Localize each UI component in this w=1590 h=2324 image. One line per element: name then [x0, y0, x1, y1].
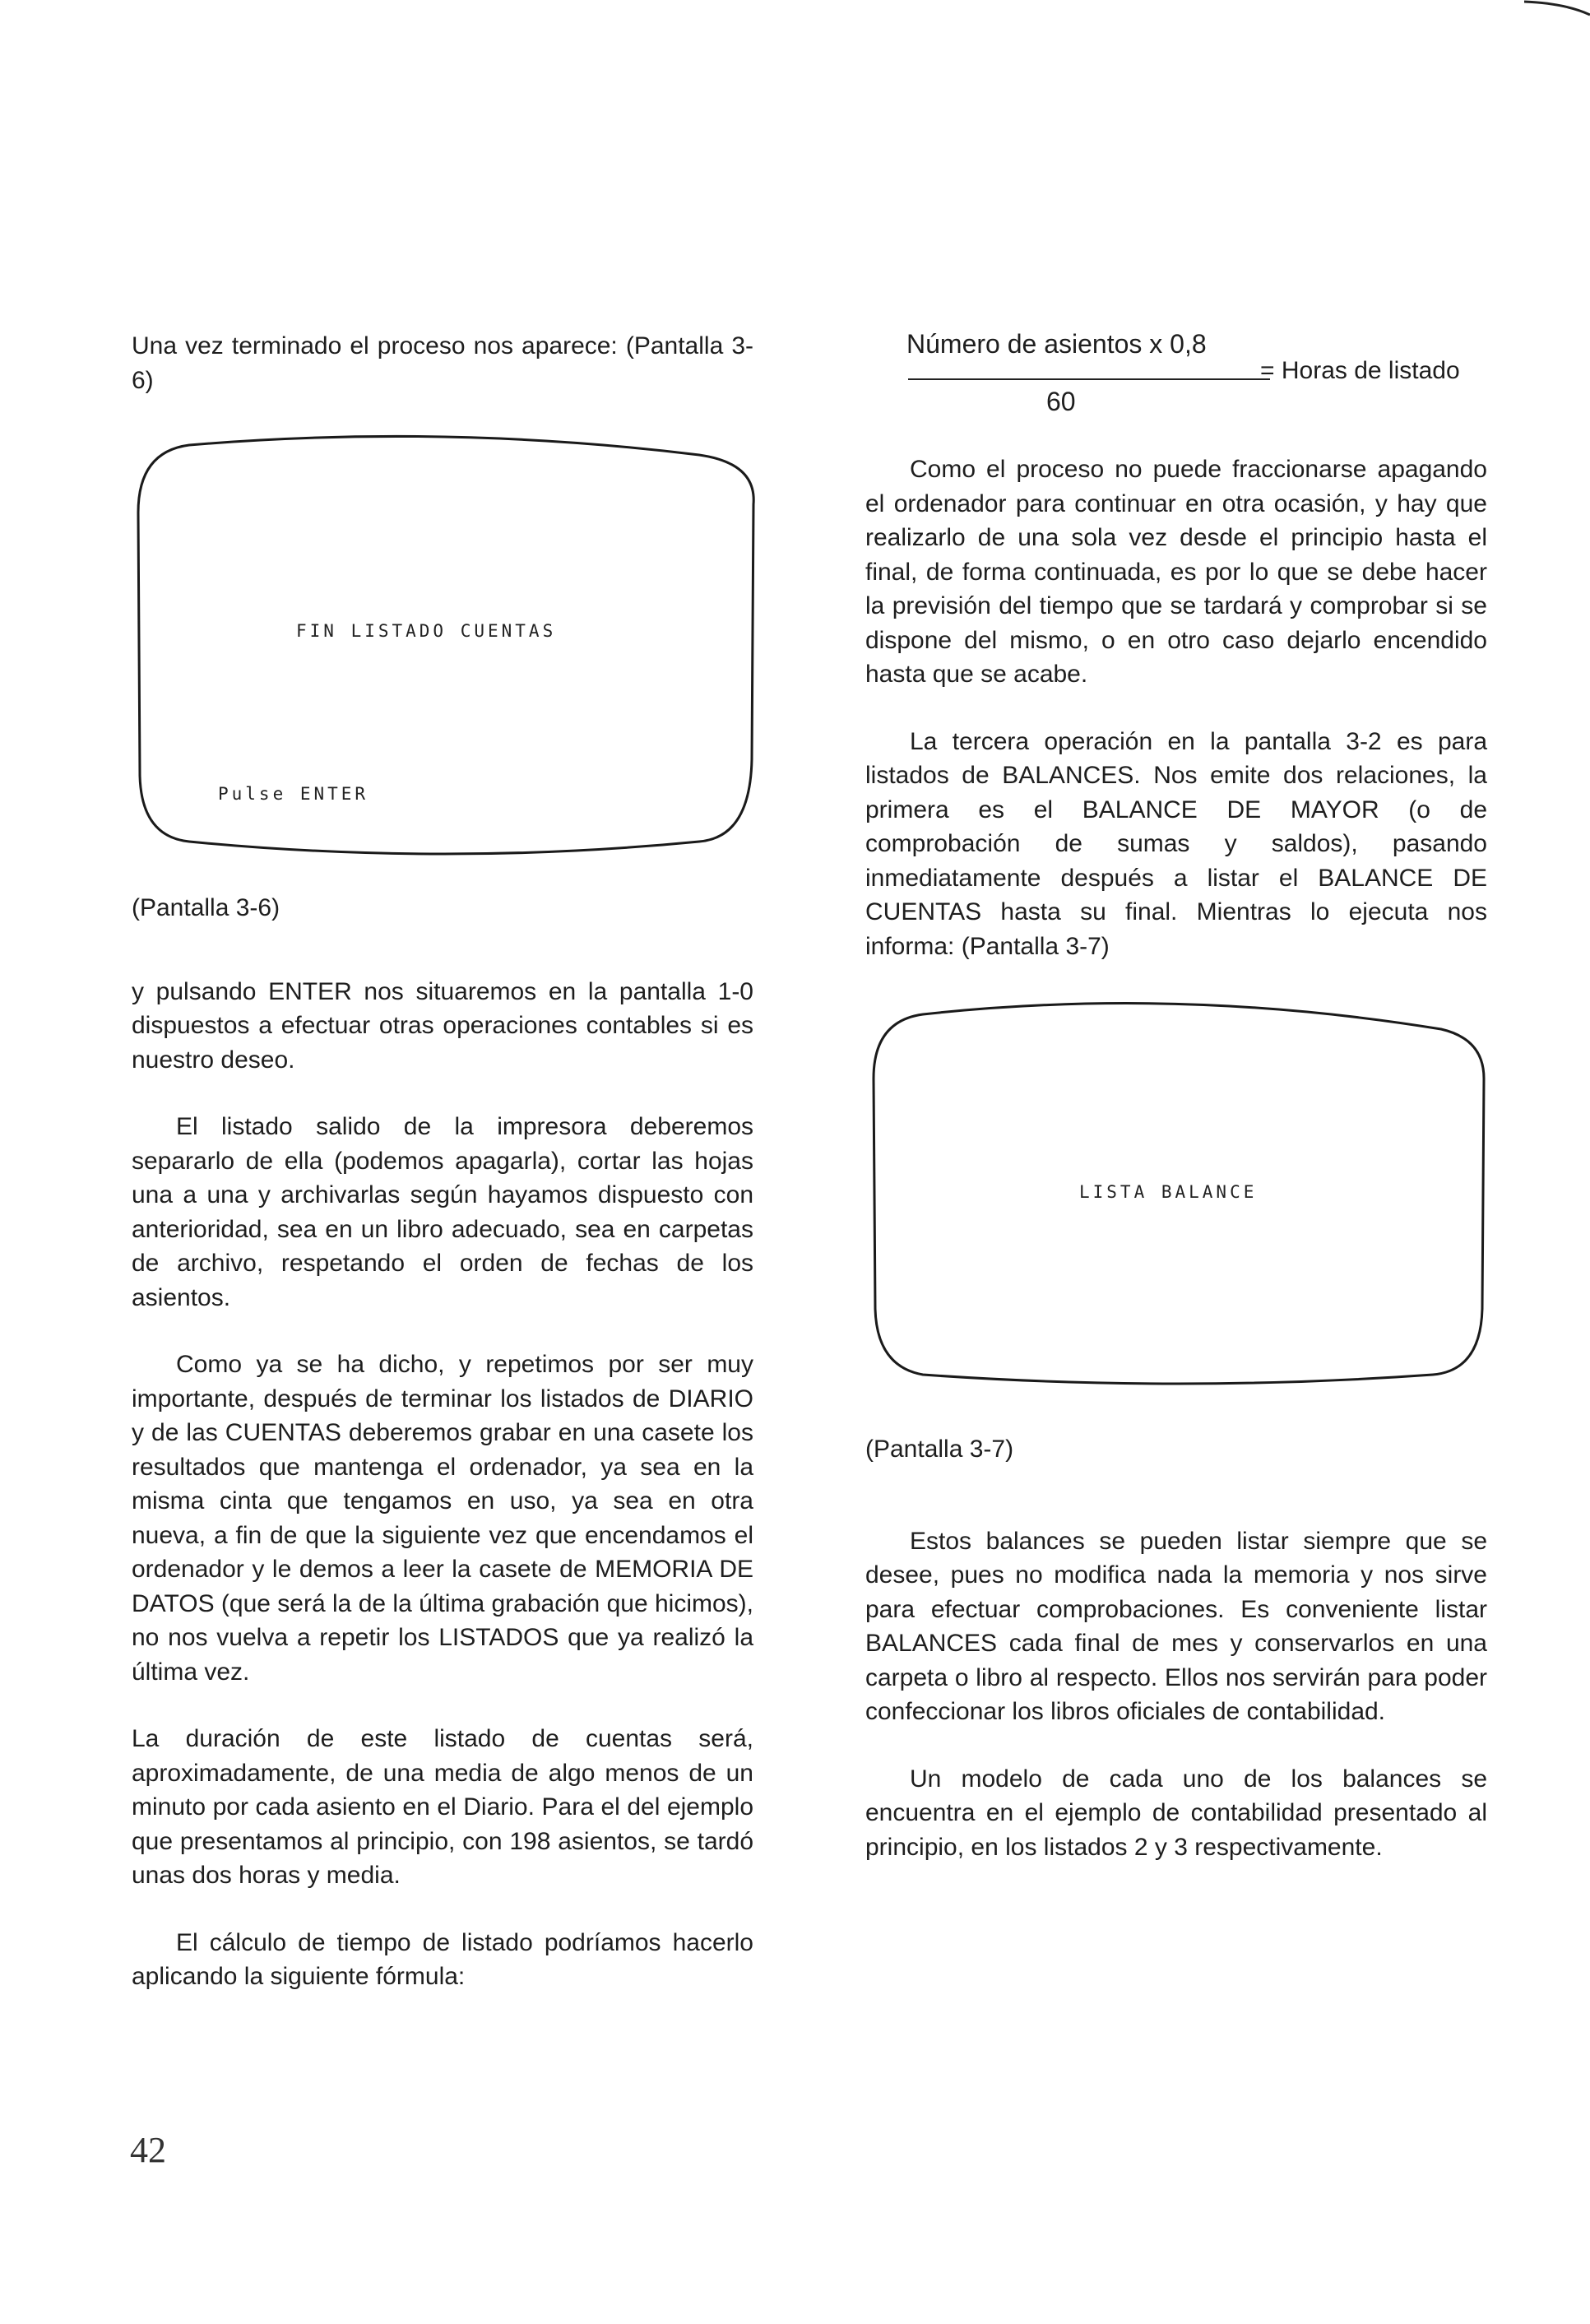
paragraph-calculo: El cálculo de tiempo de listado podríamos hacerlo aplicando la siguiente fórmula:	[132, 1928, 753, 1990]
paragraph-balances: La tercera operación en la pantalla 3-2 es para listados de BALANCES. Nos emite dos relaciones, la primera es el BALANCE DE MAYOR (o de comprobación de sumas y saldos), pasando inmediatamente después a listar el BALANCE DE CUENTAS hasta su final. Mientras lo ejecuta nos informa: (Pantalla 3-7)	[865, 727, 1487, 960]
paragraph-modelo: Un modelo de cada uno de los balances se encuentra en el ejemplo de contabilidad presentado al principio, en los listados 2 y 3 respectivamente.	[865, 1765, 1487, 1861]
formula-denominator: 60	[1046, 387, 1076, 416]
formula-numerator: Número de asientos x 0,8	[906, 329, 1207, 359]
paragraph-proceso: Como el proceso no puede fraccionarse apagando el ordenador para continuar en otra ocasión, y hay que realizarlo de una sola vez desde el principio hasta el final, de forma continuada, es por lo que se debe hacer la previsión del tiempo que se tardará y comprobar si se dispone del mismo, o en otro caso dejarlo encendido hasta que se acabe.	[865, 456, 1487, 688]
paragraph-enter: y pulsando ENTER nos situaremos en la pantalla 1-0 dispuestos a efectuar otras operaciones contables si es nuestro deseo.	[132, 977, 753, 1074]
screen-3-6	[132, 430, 757, 858]
screen-3-6-line2: Pulse ENTER	[218, 784, 369, 804]
page-corner-mark	[1524, 0, 1590, 16]
right-column	[865, 329, 1487, 1897]
screen-3-7-line1: LISTA BALANCE	[1079, 1182, 1258, 1202]
paragraph-duracion: La duración de este listado de cuentas será, aproximadamente, de una media de algo menos de un minuto por cada asiento en el Diario. Para el del ejemplo que presentamos al principio, con 198 asientos, se tardó unas dos horas y media.	[132, 1725, 753, 1889]
formula-result: = Horas de listado	[1260, 357, 1460, 384]
screen-3-6-line1: FIN LISTADO CUENTAS	[296, 621, 557, 641]
caption-3-6: (Pantalla 3-6)	[132, 894, 280, 921]
left-column	[132, 329, 753, 2027]
page-number: 42	[130, 2130, 166, 2170]
paragraph-estos-balances: Estos balances se pueden listar siempre que se desee, pues no modifica nada la memoria y nos sirve para efectuar comprobaciones. Es conveniente listar BALANCES cada final de mes y conservarlos en una carpeta o libro al respecto. Ellos nos servirán para poder confeccionar los libros oficiales de contabilidad.	[865, 1527, 1487, 1725]
formula-fraction-bar	[908, 378, 1270, 380]
paragraph-listado: El listado salido de la impresora deberemos separarlo de ella (podemos apagarla), cortar las hojas una a una y archivarlas según hayamos dispuesto con anterioridad, sea en un libro adecuado, sea en carpetas de archivo, respetando el orden de fechas de los asientos.	[132, 1113, 753, 1311]
formula	[865, 329, 1487, 428]
intro-text: Una vez terminado el proceso nos aparece: (Pantalla 3-6)	[132, 332, 753, 394]
screen-3-7	[865, 996, 1490, 1399]
paragraph-grabar: Como ya se ha dicho, y repetimos por ser muy importante, después de terminar los listados de DIARIO y de las CUENTAS deberemos grabar en una casete los resultados que mantenga el ordenador, ya sea en la misma cinta que tengamos en uso, ya sea en otra nueva, a fin de que la siguiente vez que encendamos el ordenador y le demos a leer la casete de MEMORIA DE DATOS (que será la de la última grabación que hicimos), no nos vuelva a repetir los LISTADOS que ya realizó la última vez.	[132, 1351, 753, 1686]
caption-3-7: (Pantalla 3-7)	[865, 1436, 1014, 1463]
